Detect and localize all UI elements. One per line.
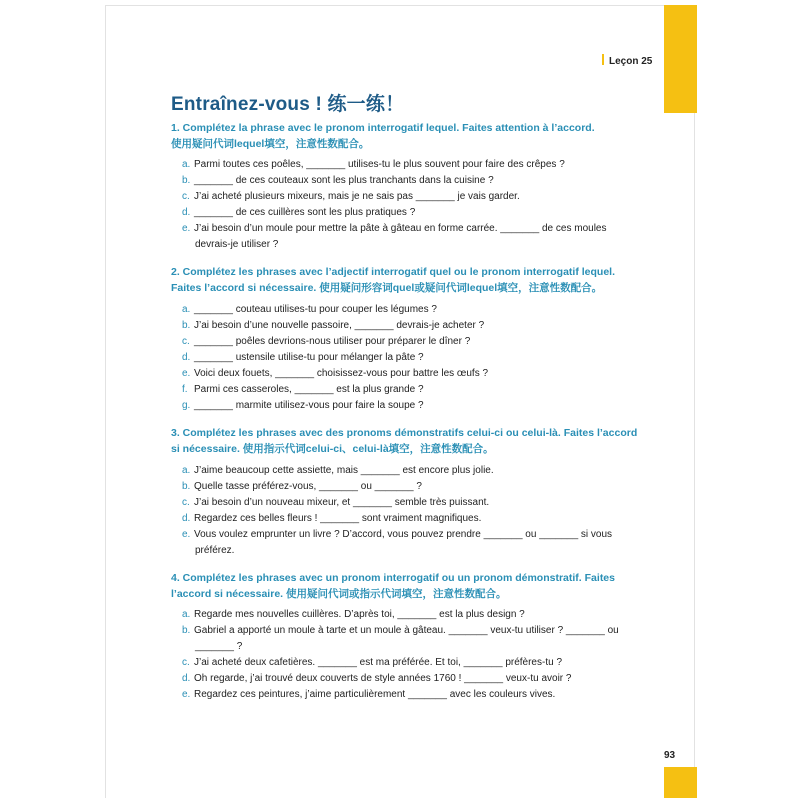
list-item: f. Parmi ces casseroles, _______ est la plus grande ? <box>182 384 424 395</box>
lesson-marker <box>602 54 604 65</box>
list-item: e. J’ai besoin d’un moule pour mettre la pâte à gâteau en forme carrée. _______ de ces moules <box>182 223 607 234</box>
list-item: b. _______ de ces couteaux sont les plus tranchants dans la cuisine ? <box>182 175 494 186</box>
list-item: d. _______ ustensile utilise-tu pour mélanger la pâte ? <box>182 352 424 363</box>
exercise-1-instruction: 1. Complétez la phrase avec le pronom interrogatif lequel. Faites attention à l’accord. <box>171 122 595 134</box>
exercise-1-instruction-cn: 使用疑问代词lequel填空，注意性数配合。 <box>171 138 370 150</box>
list-item-continuation: devrais-je utiliser ? <box>195 239 279 250</box>
list-item: e. Vous voulez emprunter un livre ? D’accord, vous pouvez prendre _______ ou _______ si vous <box>182 529 613 540</box>
chapter-tab-bottom <box>664 767 697 798</box>
list-item: c. J’ai acheté deux cafetières. _______ est ma préférée. Et toi, _______ préfères-tu ? <box>182 657 563 668</box>
list-item: d. _______ de ces cuillères sont les plus pratiques ? <box>182 207 416 218</box>
exercise-3-instruction: 3. Complétez les phrases avec des pronoms démonstratifs celui-ci ou celui-là. Faites l’accord <box>171 427 638 439</box>
list-item: a. Parmi toutes ces poêles, _______ utilises-tu le plus souvent pour faire des crêpes ? <box>182 159 565 170</box>
exercise-2-instruction: 2. Complétez les phrases avec l’adjectif interrogatif quel ou le pronom interrogatif lequel. <box>171 266 616 278</box>
list-item: d. Oh regarde, j’ai trouvé deux couverts de style années 1760 ! _______ veux-tu avoir ? <box>182 673 572 684</box>
list-item-continuation: _______ ? <box>195 641 243 652</box>
exercise-3-instruction-cn: si nécessaire. 使用指示代词celui-ci、celui-là填空，注意性数配合。 <box>171 443 494 455</box>
list-item: b. J’ai besoin d’une nouvelle passoire, _______ devrais-je acheter ? <box>182 320 485 331</box>
list-item: e. Regardez ces peintures, j’aime particulièrement _______ avec les couleurs vives. <box>182 689 556 700</box>
page-number: 93 <box>664 750 676 761</box>
list-item-continuation: préférez. <box>195 545 235 556</box>
chapter-tab-top <box>664 5 697 113</box>
list-item: b. Quelle tasse préférez-vous, _______ ou _______ ? <box>182 481 422 492</box>
list-item: c. J’ai besoin d’un nouveau mixeur, et _______ semble très puissant. <box>182 497 490 508</box>
exercise-4-instruction-cn: l’accord si nécessaire. 使用疑问代词或指示代词填空，注意性数配合。 <box>171 588 507 600</box>
list-item: d. Regardez ces belles fleurs ! _______ sont vraiment magnifiques. <box>182 513 482 524</box>
list-item: b. Gabriel a apporté un moule à tarte et un moule à gâteau. _______ veux-tu utiliser ? _______ ou <box>182 625 619 636</box>
list-item: c. _______ poêles devrions-nous utiliser pour préparer le dîner ? <box>182 336 471 347</box>
list-item: a. J’aime beaucoup cette assiette, mais _______ est encore plus jolie. <box>182 465 494 476</box>
exercise-4-instruction: 4. Complétez les phrases avec un pronom interrogatif ou un pronom démonstratif. Faites <box>171 572 615 584</box>
exercise-2-instruction-cn: Faites l’accord si nécessaire. 使用疑问形容词quel或疑问代词lequel填空，注意性数配合。 <box>171 282 603 294</box>
list-item: a. _______ couteau utilises-tu pour couper les légumes ? <box>182 304 437 315</box>
list-item: e. Voici deux fouets, _______ choisissez-vous pour battre les œufs ? <box>182 368 489 379</box>
list-item: g. _______ marmite utilisez-vous pour faire la soupe ? <box>182 400 424 411</box>
list-item: c. J’ai acheté plusieurs mixeurs, mais je ne sais pas _______ je vais garder. <box>182 191 520 202</box>
page-title: Entraînez-vous ! 练一练！ <box>171 94 405 115</box>
lesson-label: Leçon 25 <box>602 54 652 67</box>
list-item: a. Regarde mes nouvelles cuillères. D’après toi, _______ est la plus design ? <box>182 609 525 620</box>
